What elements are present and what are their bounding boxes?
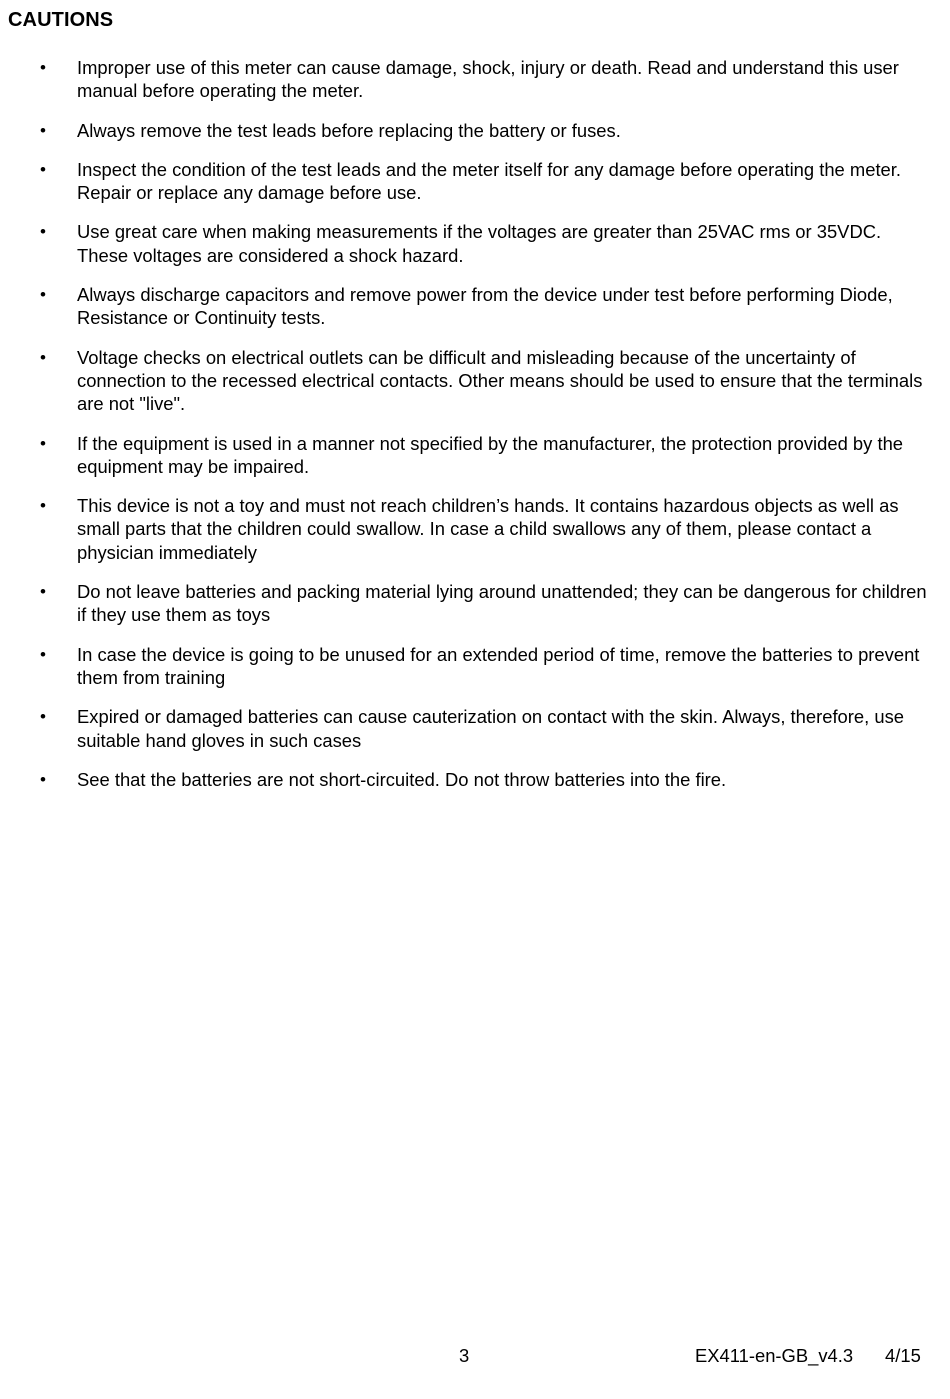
caution-text: Voltage checks on electrical outlets can be difficult and misleading because of the uncertainty of connection to the recessed electrical contacts. Other means should be used to ensure that the terminals are not "live". xyxy=(77,346,923,415)
bullet-icon: • xyxy=(40,347,46,367)
bullet-icon: • xyxy=(40,58,46,77)
caution-item xyxy=(0,705,950,752)
page-number: 3 xyxy=(459,1345,470,1366)
caution-item xyxy=(0,768,950,791)
caution-text: Always discharge capacitors and remove power from the device under test before performing Diode, Resistance or Continuity tests. xyxy=(77,284,893,329)
caution-text: Do not leave batteries and packing material lying around unattended; they can be dangerous for children if they use them as toys xyxy=(77,581,927,626)
bullet-icon: • xyxy=(40,707,46,727)
caution-text: Improper use of this meter can cause damage, shock, injury or death. Read and understand this user manual before operating the meter. xyxy=(77,57,899,102)
caution-text: Use great care when making measurements if the voltages are greater than 25VAC rms or 35VDC. These voltages are considered a shock hazard. xyxy=(77,221,882,266)
caution-item xyxy=(0,119,950,142)
caution-item xyxy=(0,494,950,564)
caution-text: See that the batteries are not short-circuited. Do not throw batteries into the fire. xyxy=(77,768,727,790)
cautions-list xyxy=(0,56,950,807)
caution-item xyxy=(0,643,950,690)
document-page-count: 4/15 xyxy=(885,1345,921,1366)
caution-item xyxy=(0,56,950,103)
caution-item xyxy=(0,432,950,479)
bullet-icon: • xyxy=(40,120,46,140)
bullet-icon: • xyxy=(40,285,46,305)
caution-item xyxy=(0,346,950,416)
bullet-icon: • xyxy=(40,222,46,242)
caution-item xyxy=(0,220,950,267)
caution-text: This device is not a toy and must not reach children’s hands. It contains hazardous objects as well as small parts that the children could swallow. In case a child swallows any of them, please contact a physician immediately xyxy=(77,495,899,563)
bullet-icon: • xyxy=(40,496,46,516)
bullet-icon: • xyxy=(40,769,46,789)
caution-item xyxy=(0,158,950,205)
caution-text: In case the device is going to be unused for an extended period of time, remove the batteries to prevent them from training xyxy=(77,643,920,688)
caution-text: Expired or damaged batteries can cause cauterization on contact with the skin. Always, therefore, use suitable hand gloves in such cases xyxy=(77,706,905,751)
bullet-icon: • xyxy=(40,433,46,453)
bullet-icon: • xyxy=(40,644,46,664)
caution-item xyxy=(0,580,950,627)
section-heading: CAUTIONS xyxy=(8,9,114,31)
caution-item xyxy=(0,283,950,330)
document-id: EX411-en-GB_v4.3 xyxy=(695,1345,854,1366)
caution-text: If the equipment is used in a manner not specified by the manufacturer, the protection provided by the equipment may be impaired. xyxy=(77,432,904,477)
caution-text: Inspect the condition of the test leads and the meter itself for any damage before operating the meter. Repair or replace any damage before use. xyxy=(77,158,901,204)
bullet-icon: • xyxy=(40,582,46,602)
bullet-icon: • xyxy=(40,159,46,179)
caution-text: Always remove the test leads before replacing the battery or fuses. xyxy=(77,119,621,141)
